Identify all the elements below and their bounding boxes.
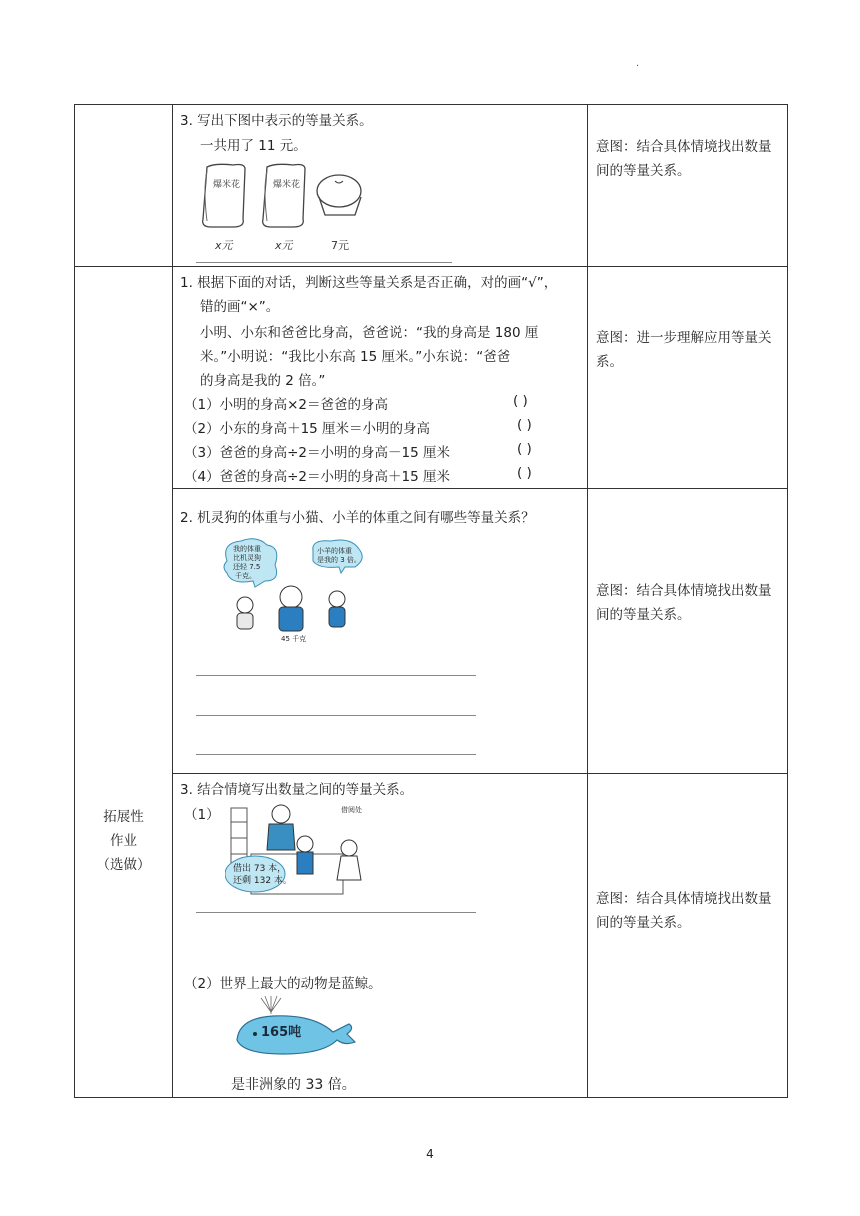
library-illustration <box>225 800 385 896</box>
judgement-item: （3）爸爸的身高÷2＝小明的身高－15 厘米 <box>184 445 450 461</box>
cupcake <box>317 175 361 215</box>
table-row <box>75 267 788 489</box>
answer-parentheses[interactable]: ( ) <box>517 417 532 433</box>
sheep-figure <box>329 591 345 627</box>
page-number: 4 <box>426 1147 434 1161</box>
popcorn-bag-2 <box>263 164 305 227</box>
question-cell <box>173 489 588 774</box>
dog-figure <box>279 586 303 631</box>
top-mark: . <box>636 58 640 69</box>
homework-table <box>74 104 788 1098</box>
question-title: 3. 写出下图中表示的等量关系。 <box>180 113 373 129</box>
intent-cell <box>588 774 788 1098</box>
table-row <box>75 105 788 267</box>
table-row <box>75 774 788 1098</box>
cat-figure <box>237 597 253 629</box>
speech-bubble-sheep <box>313 540 362 573</box>
popcorn-bag-1 <box>203 164 245 227</box>
category-cell-empty <box>75 105 173 267</box>
bag-label: 爆米花 <box>213 180 241 190</box>
speech-bubble-cat <box>224 539 277 587</box>
intent-text: 意图：进一步理解应用等量关系。 <box>596 330 772 370</box>
animals-illustration <box>221 537 371 643</box>
question-subtitle: 一共用了 11 元。 <box>200 138 307 154</box>
subquestion-label: （1） <box>184 807 220 823</box>
answer-blank[interactable] <box>196 912 476 913</box>
judgement-item: （4）爸爸的身高÷2＝小明的身高＋15 厘米 <box>184 469 450 485</box>
question-title: 3. 结合情境写出数量之间的等量关系。 <box>180 782 414 798</box>
table-row <box>75 489 788 774</box>
bubble-text: 借出 73 本， <box>233 864 287 874</box>
intent-text: 意图：结合具体情境找出数量间的等量关系。 <box>596 891 772 931</box>
bubble-text: 是我的 3 倍。 <box>317 556 361 564</box>
category-cell <box>75 267 173 1098</box>
dialogue-text: 小明、小东和爸爸比身高，爸爸说：“我的身高是 180 厘 <box>200 325 539 341</box>
bubble-text: 比机灵狗 <box>233 554 261 562</box>
dialogue-text: 米。”小明说：“我比小东高 15 厘米。”小东说：“爸爸 <box>200 349 511 365</box>
price-label: x元 <box>215 239 233 252</box>
whale-illustration <box>233 994 373 1066</box>
bubble-text: 我的体重 <box>233 545 261 553</box>
judgement-item: （1）小明的身高×2＝爸爸的身高 <box>184 397 388 413</box>
answer-blank[interactable] <box>196 262 452 263</box>
price-label: 7元 <box>331 239 349 252</box>
answer-parentheses[interactable]: ( ) <box>517 441 532 457</box>
dialogue-text: 的身高是我的 2 倍。” <box>200 373 326 389</box>
question-title: 1. 根据下面的对话，判断这些等量关系是否正确，对的画“√”， <box>180 275 558 291</box>
intent-text: 意图：结合具体情境找出数量间的等量关系。 <box>596 139 772 179</box>
category-line: 拓展性 <box>103 809 144 825</box>
intent-cell <box>588 267 788 489</box>
answer-parentheses[interactable]: ( ) <box>513 393 528 409</box>
question-cell <box>173 774 588 1098</box>
intent-text: 意图：结合具体情境找出数量间的等量关系。 <box>596 583 772 623</box>
child-figure <box>297 836 313 874</box>
bubble-text: 还剩 132 本。 <box>233 876 292 886</box>
weight-label: 45 千克 <box>281 635 307 643</box>
judgement-item: （2）小东的身高＋15 厘米＝小明的身高 <box>184 421 431 437</box>
bubble-text: 小羊的体重 <box>317 547 352 555</box>
whale-caption: 是非洲象的 33 倍。 <box>231 1077 356 1093</box>
answer-blank[interactable] <box>196 675 476 676</box>
bubble-text: 千克。 <box>235 572 256 580</box>
intent-cell <box>588 489 788 774</box>
bubble-text: 还轻 7.5 <box>233 563 261 571</box>
question-cell <box>173 267 588 489</box>
popcorn-illustration <box>193 159 393 259</box>
bag-label: 爆米花 <box>273 180 301 190</box>
category-line: 作业 <box>110 833 137 849</box>
question-title: 2. 机灵狗的体重与小猫、小羊的体重之间有哪些等量关系？ <box>180 510 535 526</box>
answer-blank[interactable] <box>196 754 476 755</box>
question-cell <box>173 105 588 267</box>
category-line: （选做） <box>96 857 151 873</box>
library-sign: 借阅处 <box>341 806 362 814</box>
answer-blank[interactable] <box>196 715 476 716</box>
answer-parentheses[interactable]: ( ) <box>517 465 532 481</box>
price-label: x元 <box>275 239 293 252</box>
subquestion-text: （2）世界上最大的动物是蓝鲸。 <box>184 976 382 992</box>
intent-cell <box>588 105 788 267</box>
whale-spout <box>261 996 281 1014</box>
whale-weight: 165吨 <box>261 1025 302 1040</box>
girl-figure <box>337 840 361 880</box>
librarian-figure <box>267 805 295 850</box>
question-title-cont: 错的画“×”。 <box>200 299 280 315</box>
